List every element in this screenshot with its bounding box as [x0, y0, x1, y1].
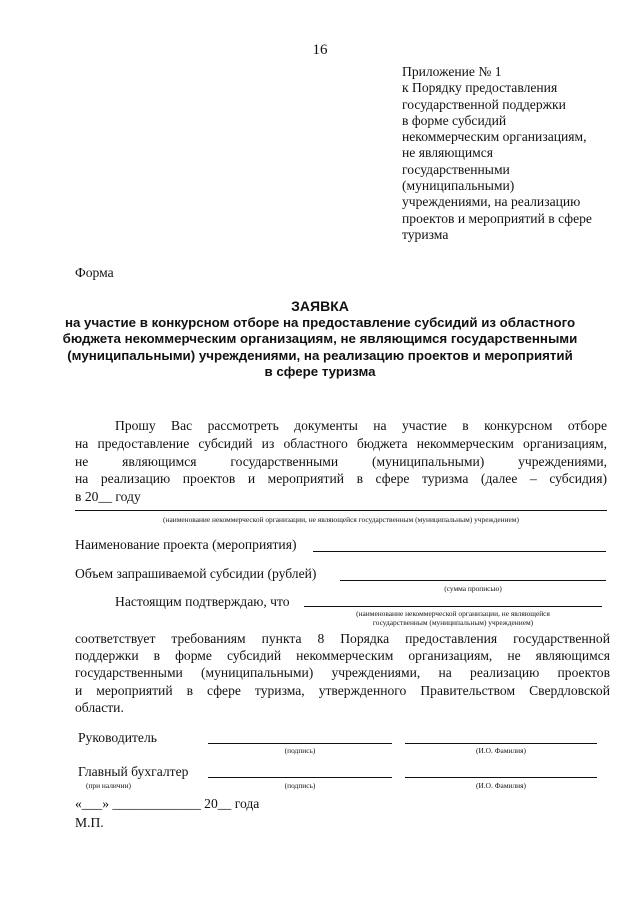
- compliance-line: поддержки в форме субсидий некоммерческим организациям, не являющимся: [75, 648, 610, 664]
- signature-caption: (подпись): [284, 746, 316, 755]
- head-name-line[interactable]: [405, 743, 597, 744]
- date-line[interactable]: «___» _____________ 20__ года: [75, 796, 260, 811]
- confirm-org-line[interactable]: [304, 606, 602, 607]
- confirm-caption: (наименование некоммерческой организации, не являющейся: [356, 609, 550, 618]
- project-label: Наименование проекта (мероприятия): [75, 537, 297, 552]
- compliance-line: и мероприятий в сфере туризма, утвержденного Правительством Свердловской: [75, 682, 610, 698]
- request-paragraph: [75, 417, 607, 506]
- appendix-line: к Порядку предоставления: [402, 80, 558, 96]
- appendix-line: не являющимся: [402, 145, 494, 161]
- title-main: ЗАЯВКА: [291, 298, 349, 314]
- accountant-name-line[interactable]: [405, 777, 597, 778]
- accountant-label: Главный бухгалтер: [78, 764, 189, 779]
- compliance-line: государственными (муниципальными) учреждениями, на реализацию проектов: [75, 665, 610, 681]
- project-name-line[interactable]: [313, 551, 606, 552]
- title-line: бюджета некоммерческим организациям, не являющимся государственными: [62, 331, 578, 346]
- accountant-signature-line[interactable]: [208, 777, 392, 778]
- seal-label: М.П.: [75, 815, 104, 830]
- subsidy-label: Объем запрашиваемой субсидии (рублей): [75, 566, 317, 581]
- request-line: на предоставление субсидий из областного бюджета некоммерческим организациям,: [75, 435, 607, 451]
- appendix-line: государственной поддержки: [402, 96, 566, 112]
- form-label: Форма: [75, 265, 114, 280]
- head-signature-line[interactable]: [208, 743, 392, 744]
- subsidy-amount-line[interactable]: [340, 580, 606, 581]
- appendix-line: некоммерческим организациям,: [402, 129, 587, 145]
- title-line: в сфере туризма: [264, 364, 376, 379]
- confirm-label: Настоящим подтверждаю, что: [115, 594, 290, 609]
- subsidy-caption: (сумма прописью): [444, 584, 502, 593]
- request-line: не являющимся государственными (муниципальными) учреждениями,: [75, 453, 607, 469]
- if-any-caption: (при наличии): [86, 781, 131, 790]
- name-caption: (И.О. Фамилия): [476, 781, 526, 790]
- request-line: Прошу Вас рассмотреть документы на участие в конкурсном отборе: [115, 418, 607, 433]
- signature-caption: (подпись): [284, 781, 316, 790]
- request-line: в 20__ году: [75, 489, 141, 505]
- appendix-line: учреждениями, на реализацию: [402, 194, 581, 210]
- request-line: на реализацию проектов и мероприятий в сфере туризма (далее – субсидия): [75, 471, 607, 487]
- name-caption: (И.О. Фамилия): [476, 746, 526, 755]
- appendix-line: туризма: [402, 226, 449, 242]
- head-label: Руководитель: [78, 730, 157, 745]
- appendix-line: Приложение № 1: [402, 64, 502, 79]
- appendix-line: проектов и мероприятий в сфере: [402, 210, 592, 226]
- title-line: на участие в конкурсном отборе на предоставление субсидий из областного: [64, 314, 576, 330]
- appendix-line: государственными: [402, 161, 510, 177]
- org-caption: (наименование некоммерческой организации, не являющейся государственным (муниципальным) учреждением): [163, 515, 519, 524]
- appendix-block: [402, 64, 632, 243]
- org-name-line[interactable]: [75, 510, 607, 511]
- compliance-line: области.: [75, 699, 124, 715]
- page-number: 16: [312, 42, 328, 58]
- confirm-caption: государственным (муниципальным) учреждением): [372, 618, 534, 627]
- compliance-line: соответствует требованиям пункта 8 Порядка предоставления государственной: [75, 631, 610, 646]
- title-line: (муниципальными) учреждениями, на реализацию проектов и мероприятий: [67, 347, 573, 363]
- appendix-line: (муниципальными): [402, 178, 515, 194]
- compliance-paragraph: [75, 630, 610, 716]
- document-title: [60, 298, 580, 381]
- appendix-line: в форме субсидий: [402, 112, 507, 128]
